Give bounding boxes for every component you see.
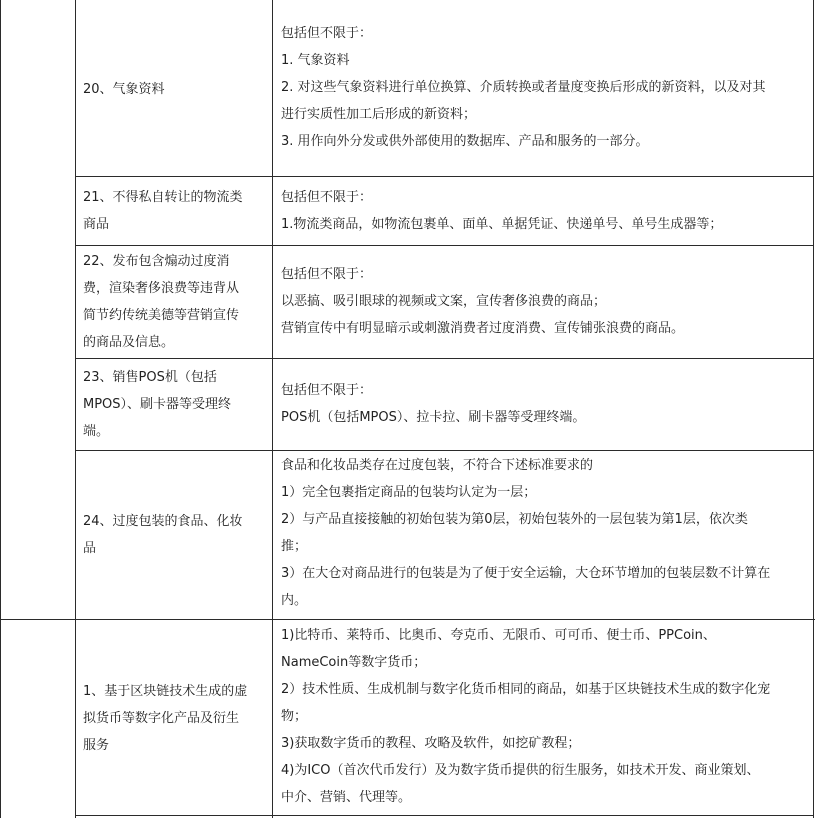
table-border-v [75,0,76,818]
detail-line: 3. 用作向外分发或供外部使用的数据库、产品和服务的一部分。 [281,134,649,149]
table-row-item [83,76,269,103]
item-line: 21、不得私自转让的物流类 [83,190,243,205]
table-border-h [75,815,814,816]
detail-line: 1）完全包裹指定商品的包装均认定为一层； [281,485,537,500]
item-line: 的商品及信息。 [83,335,175,350]
item-line: 23、销售POS机（包括 [83,370,217,385]
table-row-item [83,508,269,562]
detail-line: 2）技术性质、生成机制与数字化货币相同的商品，如基于区块链技术生成的数字化宠 [281,682,771,697]
table-row-item [83,364,269,445]
detail-line: 3)获取数字货币的教程、攻略及软件，如挖矿教程； [281,736,581,751]
detail-line: 食品和化妆品类存在过度包装，不符合下述标准要求的 [281,458,594,473]
detail-line: 包括但不限于： [281,26,373,41]
table-row-detail [281,184,813,238]
item-line: MPOS）、刷卡器等受理终 [83,397,232,412]
item-line: 商品 [83,217,110,232]
detail-line: 以恶搞、吸引眼球的视频或文案，宣传奢侈浪费的商品； [281,294,607,309]
table-border-h [75,358,814,359]
table-row-detail [281,622,813,811]
table-border-v [0,0,1,818]
table-border-h [0,619,815,620]
table-border-h [75,450,814,451]
detail-line: 推； [281,539,308,554]
detail-line: 1)比特币、莱特币、比奥币、夸克币、无限币、可可币、便士币、PPCoin、 [281,628,716,643]
detail-line: 3）在大仓对商品进行的包装是为了便于安全运输，大仓环节增加的包装层数不计算在 [281,566,771,581]
detail-line: 2. 对这些气象资料进行单位换算、介质转换或者量度变换后形成的新资料，以及对其 [281,80,766,95]
detail-line: 包括但不限于： [281,267,373,282]
table-border-h [75,245,814,246]
detail-line: 4)为ICO（首次代币发行）及为数字货币提供的衍生服务，如技术开发、商业策划、 [281,763,760,778]
table-border-v [272,0,273,818]
detail-line: 1.物流类商品，如物流包裹单、面单、单据凭证、快递单号、单号生成器等； [281,217,723,232]
detail-line: 1. 气象资料 [281,53,350,68]
item-line: 1、基于区块链技术生成的虚 [83,684,248,699]
item-line: 品 [83,541,97,556]
item-line: 端。 [83,424,110,439]
item-line: 24、过度包装的食品、化妆 [83,514,243,529]
detail-line: 2）与产品直接接触的初始包装为第0层，初始包装外的一层包装为第1层，依次类 [281,512,748,527]
table-row-detail [281,377,813,431]
detail-line: 内。 [281,593,308,608]
detail-line: NameCoin等数字货币； [281,655,427,670]
table-row-detail [281,261,813,342]
table-row-detail [281,452,813,614]
detail-line: POS机（包括MPOS）、拉卡拉、刷卡器等受理终端。 [281,410,586,425]
table-row-item [83,248,269,356]
item-line: 简节约传统美德等营销宣传 [83,308,240,323]
table-row-item [83,184,269,238]
item-line: 服务 [83,738,110,753]
item-line: 22、发布包含煽动过度消 [83,254,230,269]
detail-line: 物； [281,709,308,724]
table-border-v [813,0,814,818]
detail-line: 中介、营销、代理等。 [281,790,412,805]
table-row-item [83,678,269,759]
detail-line: 包括但不限于： [281,383,373,398]
detail-line: 进行实质性加工后形成的新资料； [281,107,477,122]
table-row-detail [281,20,813,155]
detail-line: 包括但不限于： [281,190,373,205]
table-border-h [75,176,814,177]
item-line: 拟货币等数字化产品及衍生 [83,711,240,726]
item-line: 20、气象资料 [83,82,165,97]
detail-line: 营销宣传中有明显暗示或刺激消费者过度消费、宣传铺张浪费的商品。 [281,321,685,336]
item-line: 费，渲染奢侈浪费等违背从 [83,281,240,296]
